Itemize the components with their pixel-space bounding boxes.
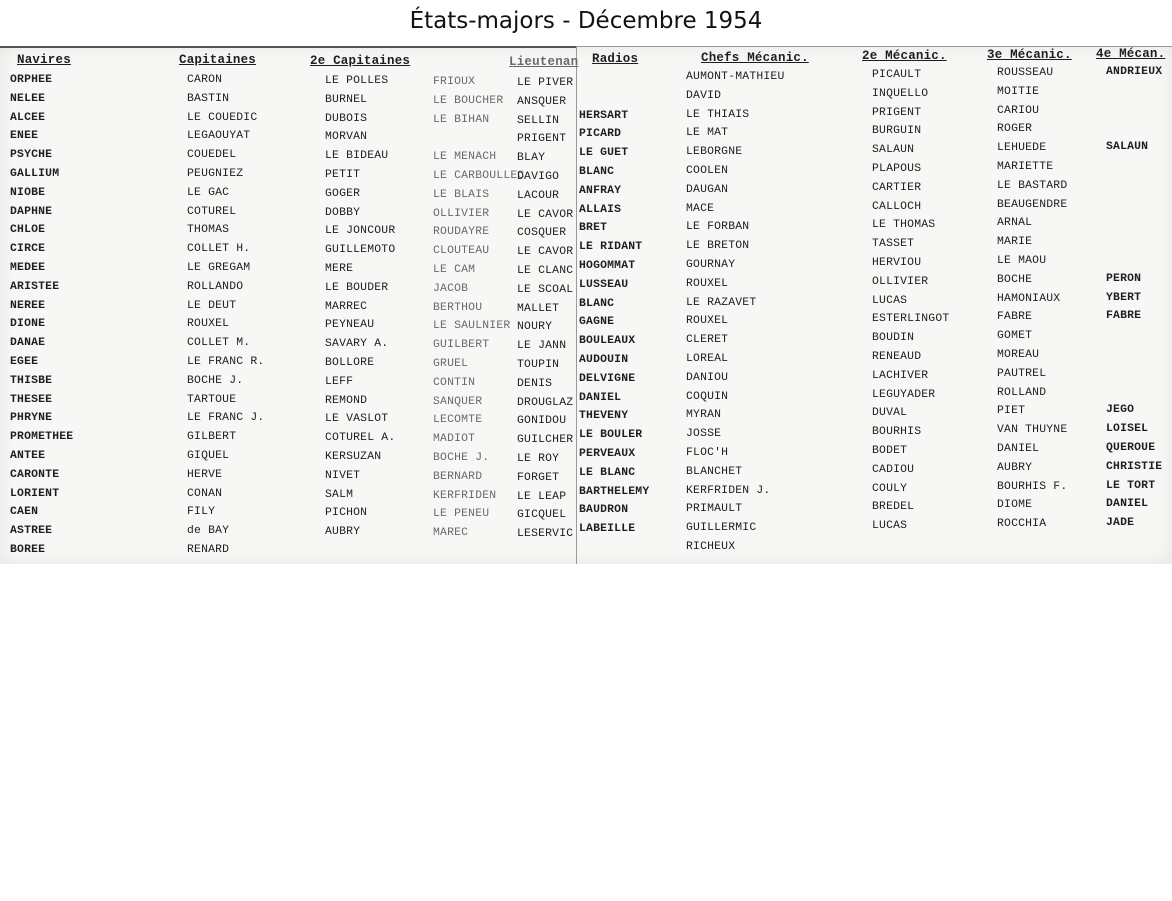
cell-seconds: SALM: [325, 488, 354, 501]
cell-navires: DANAE: [10, 337, 46, 350]
cell-meca3: ROUSSEAU: [997, 67, 1054, 79]
cell-meca2: INQUELLO: [872, 87, 929, 100]
cell-lieut-b: LE ROY: [517, 453, 560, 465]
cell-meca3: CARIOU: [997, 104, 1040, 117]
cell-meca4: LOISEL: [1106, 423, 1149, 436]
cell-meca2: PRIGENT: [872, 106, 922, 119]
cell-chefs: LE MAT: [686, 127, 729, 140]
cell-capitaines: TARTOUE: [187, 393, 237, 406]
cell-navires: PSYCHE: [10, 149, 53, 162]
cell-navires: MEDEE: [10, 262, 46, 274]
cell-lieut-a: JACOB: [433, 282, 469, 295]
cell-meca4: FABRE: [1106, 310, 1142, 323]
cell-lieut-a: BERNARD: [433, 470, 483, 483]
cell-meca3: ROGER: [997, 123, 1033, 136]
cell-meca2: BOURHIS: [872, 426, 922, 439]
cell-meca3: FABRE: [997, 311, 1033, 324]
cell-lieut-a: ROUDAYRE: [433, 226, 490, 239]
cell-navires: DIONE: [10, 318, 46, 331]
cell-seconds: BURNEL: [325, 93, 368, 106]
cell-navires: ANTEE: [10, 450, 46, 462]
cell-chefs: GUILLERMIC: [686, 522, 757, 535]
cell-meca3: AUBRY: [997, 461, 1033, 474]
cell-navires: THESEE: [10, 393, 53, 406]
cell-meca2: TASSET: [872, 238, 915, 251]
cell-lieut-a: LE BOUCHER: [433, 94, 504, 107]
header-capitaines: Capitaines: [179, 53, 257, 67]
cell-chefs: COQUIN: [686, 390, 729, 403]
cell-meca4: YBERT: [1106, 291, 1142, 304]
cell-seconds: SAVARY A.: [325, 338, 389, 351]
cell-radios: DANIEL: [579, 391, 622, 404]
cell-meca4: CHRISTIE: [1106, 460, 1163, 473]
cell-meca3: HAMONIAUX: [997, 292, 1061, 305]
cell-navires: ORPHEE: [10, 74, 53, 86]
cell-navires: GALLIUM: [10, 168, 60, 180]
cell-meca2: BODET: [872, 445, 908, 457]
cell-radios: BOULEAUX: [579, 335, 636, 348]
cell-radios: BRET: [579, 222, 608, 235]
cell-seconds: LEFF: [325, 375, 354, 388]
cell-navires: BOREE: [10, 544, 46, 556]
cell-meca2: HERVIOU: [872, 257, 922, 269]
cell-seconds: NIVET: [325, 469, 361, 482]
crew-roster-document: [0, 46, 1172, 564]
cell-lieut-a: BOCHE J.: [433, 452, 490, 464]
cell-meca2: CALLOCH: [872, 200, 922, 213]
cell-capitaines: LE FRANC R.: [187, 356, 265, 368]
cell-navires: CHLOE: [10, 224, 46, 237]
header-3e-mecaniciens: 3e Mécanic.: [987, 48, 1072, 62]
cell-meca2: PLAPOUS: [872, 163, 922, 175]
cell-capitaines: GIQUEL: [187, 450, 230, 462]
cell-lieut-b: DROUGLAZ: [517, 396, 574, 409]
page-title: États-majors - Décembre 1954: [409, 8, 763, 34]
cell-capitaines: LEGAOUYAT: [187, 130, 251, 143]
cell-lieut-b: LE CAVOR: [517, 246, 574, 259]
cell-lieut-b: LE CLANC: [517, 265, 574, 277]
cell-lieut-b: LE PIVER: [517, 77, 574, 89]
cell-meca4: ANDRIEUX: [1106, 66, 1163, 78]
header-4e-mecaniciens: 4e Mécan.: [1096, 47, 1166, 61]
header-chefs-mecaniciens: Chefs Mécanic.: [701, 51, 809, 65]
cell-capitaines: LE DEUT: [187, 299, 237, 312]
cell-meca3: PAUTREL: [997, 367, 1047, 380]
cell-navires: PHRYNE: [10, 412, 53, 425]
cell-meca2: LEGUYADER: [872, 388, 936, 401]
cell-radios: BARTHELEMY: [579, 485, 650, 498]
cell-chefs: LOREAL: [686, 353, 729, 365]
cell-lieut-a: CLOUTEAU: [433, 245, 490, 258]
cell-chefs: ROUXEL: [686, 277, 729, 290]
cell-chefs: KERFRIDEN J.: [686, 484, 771, 497]
cell-meca2: LE THOMAS: [872, 219, 936, 232]
cell-capitaines: BOCHE J.: [187, 374, 244, 387]
cell-meca2: DUVAL: [872, 407, 908, 420]
header-radios: Radios: [592, 52, 639, 66]
cell-meca3: PIET: [997, 405, 1026, 418]
cell-lieut-b: LE CAVOR: [517, 208, 574, 221]
cell-navires: NEREE: [10, 299, 46, 312]
cell-meca2: COULY: [872, 482, 908, 495]
cell-meca3: VAN THUYNE: [997, 424, 1068, 437]
cell-lieut-b: SELLIN: [517, 114, 560, 127]
cell-chefs: LE THIAIS: [686, 108, 750, 121]
cell-chefs: PRIMAULT: [686, 503, 743, 516]
cell-capitaines: CONAN: [187, 487, 223, 500]
cell-navires: NIOBE: [10, 186, 46, 199]
cell-meca2: BOUDIN: [872, 332, 915, 345]
cell-capitaines: ROUXEL: [187, 318, 230, 331]
cell-lieut-a: LE SAULNIER: [433, 320, 511, 333]
cell-navires: ALCEE: [10, 111, 46, 124]
cell-chefs: LEBORGNE: [686, 146, 743, 159]
cell-radios: ALLAIS: [579, 203, 622, 216]
cell-lieut-a: FRIOUX: [433, 76, 476, 88]
cell-meca4: PERON: [1106, 272, 1142, 285]
cell-meca2: ESTERLINGOT: [872, 313, 950, 326]
cell-lieut-b: FORGET: [517, 471, 560, 484]
cell-seconds: PETIT: [325, 169, 361, 181]
cell-lieut-a: OLLIVIER: [433, 207, 490, 220]
cell-chefs: LE BRETON: [686, 240, 750, 253]
cell-chefs: MACE: [686, 202, 715, 215]
cell-lieut-b: DAVIGO: [517, 171, 560, 183]
header-seconds: 2e Capitaines: [310, 54, 411, 68]
cell-lieut-a: LECOMTE: [433, 414, 483, 427]
cell-lieut-a: SANQUER: [433, 395, 483, 408]
cell-seconds: DOBBY: [325, 206, 361, 219]
cell-navires: THISBE: [10, 374, 53, 387]
cell-radios: BAUDRON: [579, 504, 629, 517]
cell-capitaines: BASTIN: [187, 92, 230, 105]
cell-meca2: BREDEL: [872, 501, 915, 514]
cell-meca3: MARIETTE: [997, 161, 1054, 173]
cell-radios: GAGNE: [579, 316, 615, 329]
cell-navires: LORIENT: [10, 487, 60, 500]
cell-navires: ARISTEE: [10, 280, 60, 293]
cell-lieut-b: LE JANN: [517, 340, 567, 353]
cell-radios: AUDOUIN: [579, 354, 629, 366]
cell-meca3: BOCHE: [997, 273, 1033, 286]
header-lieutenants: Lieutenan: [509, 55, 579, 69]
cell-radios: LE BOULER: [579, 429, 643, 442]
cell-seconds: LE VASLOT: [325, 413, 389, 426]
cell-capitaines: GILBERT: [187, 431, 237, 444]
cell-meca4: JADE: [1106, 517, 1135, 530]
cell-seconds: MERE: [325, 263, 354, 275]
cell-seconds: GUILLEMOTO: [325, 244, 396, 257]
cell-radios: DELVIGNE: [579, 372, 636, 385]
cell-radios: BLANC: [579, 166, 615, 178]
cell-lieut-a: LE CARBOULLEC: [433, 170, 525, 182]
cell-radios: HERSART: [579, 109, 629, 122]
cell-lieut-a: LE CAM: [433, 264, 476, 276]
cell-lieut-b: MALLET: [517, 302, 560, 315]
cell-radios: HOGOMMAT: [579, 260, 636, 272]
cell-seconds: LE BIDEAU: [325, 150, 389, 163]
cell-chefs: AUMONT-MATHIEU: [686, 71, 785, 83]
cell-meca3: BOURHIS F.: [997, 480, 1068, 493]
cell-lieut-a: MAREC: [433, 527, 469, 540]
cell-lieut-b: PRIGENT: [517, 133, 567, 146]
cell-meca4: SALAUN: [1106, 141, 1149, 154]
cell-radios: LUSSEAU: [579, 278, 629, 291]
cell-seconds: BOLLORE: [325, 357, 375, 369]
cell-chefs: FLOC'H: [686, 447, 729, 459]
cell-seconds: LE BOUDER: [325, 281, 389, 294]
cell-meca3: ROCCHIA: [997, 518, 1047, 531]
cell-radios: LE GUET: [579, 147, 629, 160]
cell-chefs: COOLEN: [686, 165, 729, 177]
header-2e-mecaniciens: 2e Mécanic.: [862, 49, 947, 63]
cell-meca2: CADIOU: [872, 463, 915, 476]
cell-lieut-b: LE LEAP: [517, 490, 567, 503]
roster-sheet-left: [0, 46, 579, 564]
cell-lieut-a: MADIOT: [433, 433, 476, 446]
cell-capitaines: PEUGNIEZ: [187, 168, 244, 180]
cell-seconds: MORVAN: [325, 131, 368, 144]
cell-navires: ASTREE: [10, 525, 53, 538]
cell-chefs: JOSSE: [686, 428, 722, 441]
cell-chefs: DANIOU: [686, 371, 729, 384]
cell-lieut-a: GRUEL: [433, 358, 469, 370]
cell-seconds: COTUREL A.: [325, 432, 396, 445]
cell-capitaines: ROLLANDO: [187, 280, 244, 293]
cell-seconds: LE JONCOUR: [325, 225, 396, 238]
cell-lieut-b: ANSQUER: [517, 95, 567, 108]
cell-radios: ANFRAY: [579, 184, 622, 197]
cell-seconds: KERSUZAN: [325, 451, 382, 463]
cell-capitaines: LE GAC: [187, 186, 230, 199]
cell-meca2: SALAUN: [872, 144, 915, 157]
cell-meca2: LUCAS: [872, 520, 908, 533]
cell-lieut-b: TOUPIN: [517, 359, 560, 371]
cell-navires: CAEN: [10, 506, 39, 519]
cell-capitaines: COLLET M.: [187, 337, 251, 350]
cell-meca4: JEGO: [1106, 404, 1135, 417]
cell-navires: PROMETHEE: [10, 431, 74, 444]
cell-meca3: BEAUGENDRE: [997, 198, 1068, 211]
cell-capitaines: RENARD: [187, 544, 230, 556]
cell-lieut-a: LE BLAIS: [433, 188, 490, 201]
cell-meca4: LE TORT: [1106, 479, 1156, 492]
cell-capitaines: THOMAS: [187, 224, 230, 237]
sheet-seam: [576, 46, 577, 564]
cell-meca3: LEHUEDE: [997, 142, 1047, 155]
cell-meca2: BURGUIN: [872, 125, 922, 138]
cell-meca2: CARTIER: [872, 181, 922, 194]
cell-meca4: DANIEL: [1106, 498, 1149, 511]
cell-seconds: AUBRY: [325, 526, 361, 539]
cell-lieut-a: LE MENACH: [433, 151, 497, 164]
cell-meca3: LE MAOU: [997, 255, 1047, 267]
cell-chefs: GOURNAY: [686, 259, 736, 271]
cell-meca3: MOITIE: [997, 85, 1040, 98]
cell-navires: DAPHNE: [10, 205, 53, 218]
cell-capitaines: LE COUEDIC: [187, 111, 258, 124]
cell-capitaines: LE GREGAM: [187, 262, 251, 274]
cell-chefs: DAUGAN: [686, 183, 729, 196]
cell-capitaines: COTUREL: [187, 205, 237, 218]
cell-radios: PERVEAUX: [579, 448, 636, 460]
cell-radios: LE RIDANT: [579, 241, 643, 254]
cell-lieut-b: DENIS: [517, 377, 553, 390]
cell-navires: CIRCE: [10, 243, 46, 256]
cell-lieut-b: LESERVIC: [517, 528, 574, 541]
cell-meca3: MOREAU: [997, 349, 1040, 361]
cell-lieut-a: KERFRIDEN: [433, 489, 497, 502]
cell-seconds: LE POLLES: [325, 75, 389, 87]
cell-lieut-b: BLAY: [517, 152, 546, 165]
cell-chefs: CLERET: [686, 334, 729, 347]
cell-meca2: RENEAUD: [872, 351, 922, 363]
cell-meca2: OLLIVIER: [872, 275, 929, 288]
cell-navires: EGEE: [10, 356, 39, 368]
cell-seconds: PEYNEAU: [325, 319, 375, 332]
cell-capitaines: de BAY: [187, 525, 230, 538]
cell-radios: LABEILLE: [579, 523, 636, 536]
cell-capitaines: CARON: [187, 74, 223, 86]
cell-meca3: LE BASTARD: [997, 179, 1068, 192]
cell-lieut-a: LE PENEU: [433, 508, 490, 521]
cell-capitaines: COUEDEL: [187, 149, 237, 162]
cell-navires: ENEE: [10, 130, 39, 143]
cell-capitaines: HERVE: [187, 468, 223, 481]
cell-lieut-b: GICQUEL: [517, 509, 567, 522]
cell-lieut-a: GUILBERT: [433, 339, 490, 352]
cell-seconds: GOGER: [325, 187, 361, 200]
cell-chefs: RICHEUX: [686, 541, 736, 553]
cell-chefs: MYRAN: [686, 409, 722, 422]
cell-seconds: MARREC: [325, 300, 368, 313]
cell-radios: PICARD: [579, 128, 622, 141]
cell-seconds: DUBOIS: [325, 112, 368, 125]
cell-lieut-b: LE SCOAL: [517, 283, 574, 296]
cell-lieut-b: NOURY: [517, 321, 553, 334]
cell-meca3: DIOME: [997, 499, 1033, 512]
cell-lieut-a: BERTHOU: [433, 301, 483, 314]
cell-capitaines: LE FRANC J.: [187, 412, 265, 425]
cell-meca3: DANIEL: [997, 443, 1040, 455]
cell-lieut-a: LE BIHAN: [433, 113, 490, 126]
cell-capitaines: COLLET H.: [187, 243, 251, 256]
cell-meca2: PICAULT: [872, 69, 922, 81]
cell-radios: BLANC: [579, 297, 615, 310]
cell-lieut-b: LACOUR: [517, 189, 560, 202]
cell-meca4: QUEROUE: [1106, 442, 1156, 454]
cell-chefs: BLANCHET: [686, 465, 743, 478]
cell-chefs: DAVID: [686, 89, 722, 102]
header-navires: Navires: [17, 53, 71, 67]
cell-meca3: ROLLAND: [997, 386, 1047, 399]
cell-meca3: GOMET: [997, 330, 1033, 343]
cell-chefs: LE FORBAN: [686, 221, 750, 234]
cell-lieut-b: COSQUER: [517, 227, 567, 240]
cell-seconds: REMOND: [325, 394, 368, 407]
cell-lieut-b: GONIDOU: [517, 415, 567, 428]
cell-navires: NELEE: [10, 92, 46, 105]
cell-chefs: ROUXEL: [686, 315, 729, 328]
cell-navires: CARONTE: [10, 468, 60, 481]
cell-meca3: MARIE: [997, 236, 1033, 249]
cell-lieut-b: GUILCHER: [517, 434, 574, 447]
cell-radios: LE BLANC: [579, 466, 636, 479]
cell-meca2: LUCAS: [872, 294, 908, 307]
cell-lieut-a: CONTIN: [433, 376, 476, 389]
cell-capitaines: FILY: [187, 506, 216, 519]
cell-meca3: ARNAL: [997, 217, 1033, 230]
cell-chefs: LE RAZAVET: [686, 296, 757, 309]
cell-meca2: LACHIVER: [872, 369, 929, 382]
cell-radios: THEVENY: [579, 410, 629, 423]
cell-seconds: PICHON: [325, 507, 368, 520]
